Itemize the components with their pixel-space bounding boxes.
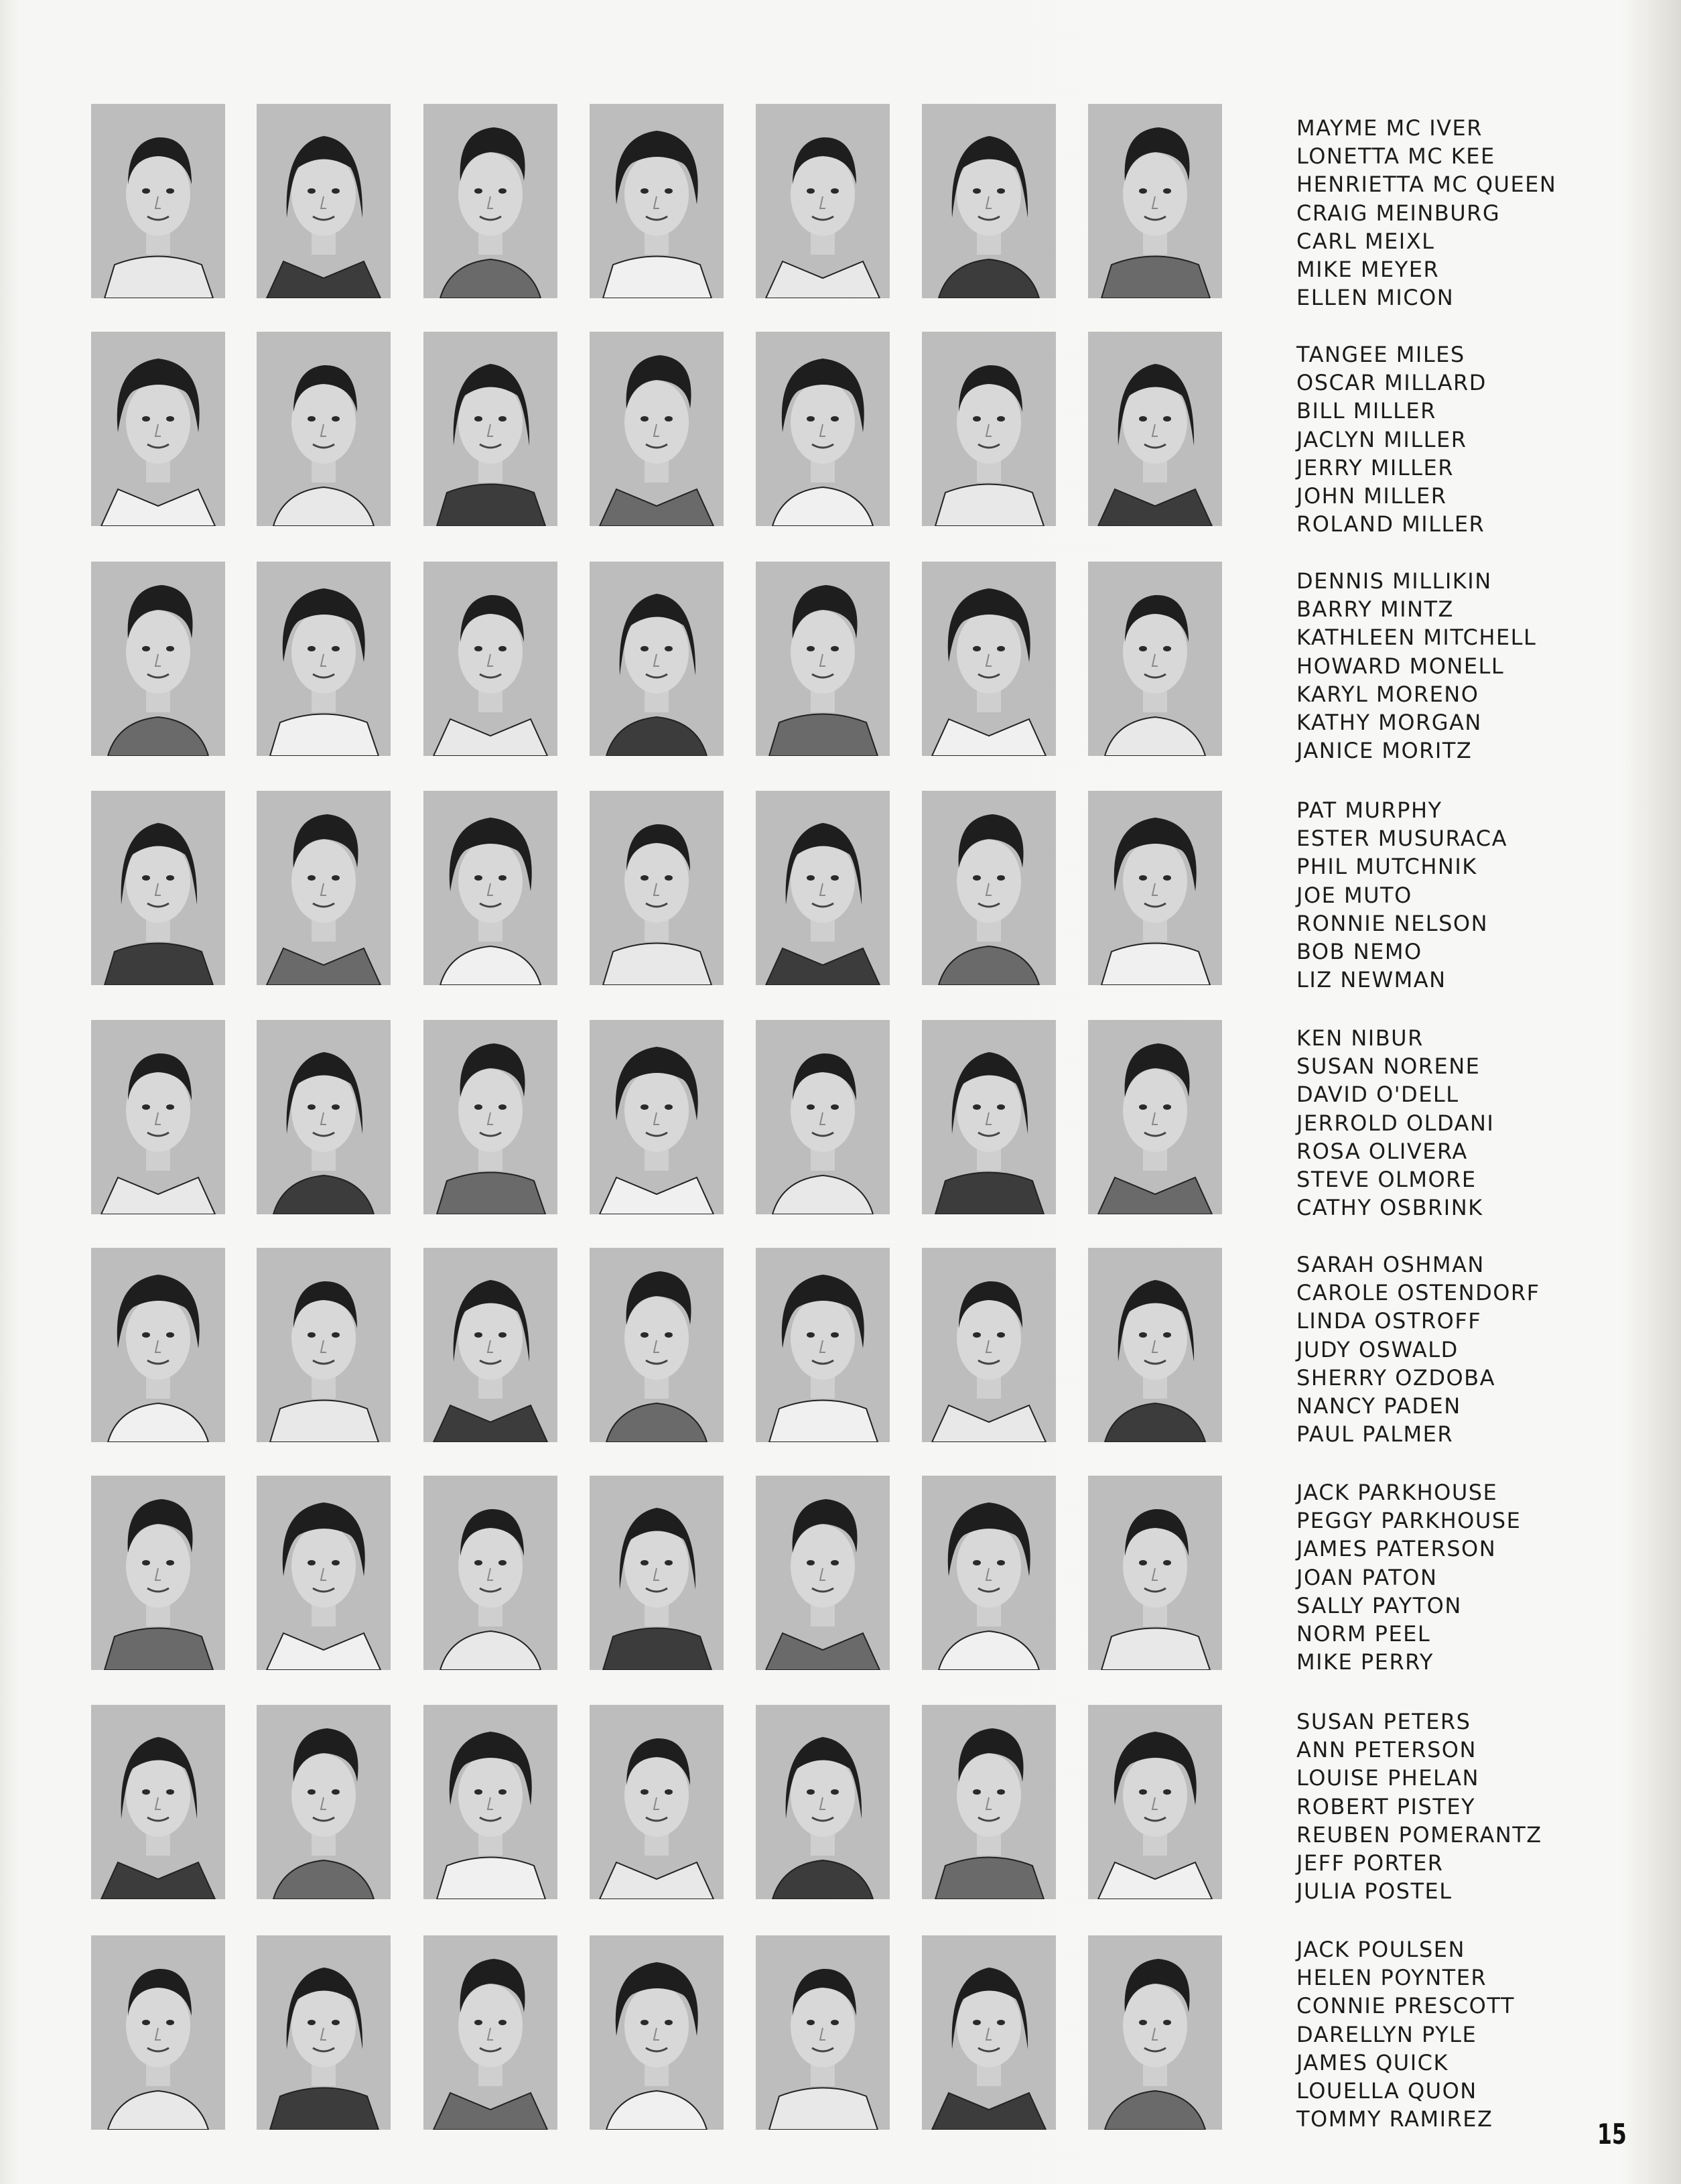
student-portrait [590, 791, 724, 985]
portrait-row [0, 562, 1681, 763]
student-portrait [590, 104, 724, 298]
student-name: JOAN PATON [1296, 1564, 1438, 1590]
student-name-list [1296, 340, 1645, 541]
student-portrait [590, 562, 724, 756]
student-name: SALLY PAYTON [1296, 1592, 1462, 1618]
student-portrait [590, 1020, 724, 1214]
student-name: JOHN MILLER [1296, 483, 1447, 509]
student-name-list [1296, 1478, 1645, 1679]
student-portrait [423, 791, 557, 985]
student-name: CONNIE PRESCOTT [1296, 1993, 1515, 2019]
student-name: HENRIETTA MC QUEEN [1296, 172, 1557, 198]
student-name: LONETTA MC KEE [1296, 143, 1495, 170]
student-portrait [756, 562, 890, 756]
student-portrait [91, 104, 225, 298]
portrait-row [0, 1476, 1681, 1677]
student-name: ESTER MUSURACA [1296, 826, 1507, 852]
student-portrait [922, 104, 1056, 298]
student-portrait [257, 1248, 391, 1442]
student-portrait [756, 791, 890, 985]
student-name: CRAIG MEINBURG [1296, 200, 1501, 226]
portrait-row [0, 104, 1681, 311]
student-portrait [423, 1476, 557, 1670]
student-name-list [1296, 1935, 1645, 2136]
student-portrait [922, 1935, 1056, 2130]
student-portrait [922, 1020, 1056, 1214]
student-portrait [922, 562, 1056, 756]
student-name: JERROLD OLDANI [1296, 1110, 1495, 1136]
page-number: 15 [1597, 2118, 1627, 2150]
student-portrait [590, 1935, 724, 2130]
student-portrait [91, 1705, 225, 1899]
student-portrait [257, 1935, 391, 2130]
student-name-list [1296, 1708, 1645, 1909]
student-portrait [756, 1935, 890, 2130]
student-portrait [1088, 332, 1222, 526]
student-name: ROLAND MILLER [1296, 511, 1485, 537]
student-name: JUDY OSWALD [1296, 1336, 1459, 1362]
student-name: STEVE OLMORE [1296, 1167, 1477, 1193]
student-name: SHERRY OZDOBA [1296, 1364, 1496, 1391]
student-name: LIZ NEWMAN [1296, 967, 1447, 993]
student-name: MAYME MC IVER [1296, 115, 1483, 141]
student-portrait [590, 332, 724, 526]
student-name: JACLYN MILLER [1296, 426, 1467, 452]
student-name: CARL MEIXL [1296, 228, 1435, 254]
student-portrait [590, 1476, 724, 1670]
student-portrait [756, 1248, 890, 1442]
student-portrait [1088, 1248, 1222, 1442]
student-name: TOMMY RAMIREZ [1296, 2106, 1493, 2132]
student-name: KATHY MORGAN [1296, 710, 1482, 736]
portrait-row [0, 791, 1681, 992]
student-name: JAMES QUICK [1296, 2049, 1449, 2075]
student-name: CAROLE OSTENDORF [1296, 1280, 1540, 1306]
student-portrait [257, 1705, 391, 1899]
student-portrait [257, 104, 391, 298]
portrait-row [0, 1020, 1681, 1221]
student-name: LINDA OSTROFF [1296, 1308, 1482, 1334]
student-portrait [922, 1705, 1056, 1899]
student-portrait [91, 1020, 225, 1214]
student-name-list [1296, 567, 1645, 768]
student-name-list [1296, 1024, 1645, 1225]
student-portrait [257, 562, 391, 756]
student-name-list [1296, 114, 1645, 315]
student-portrait [756, 104, 890, 298]
student-name-list [1296, 796, 1645, 997]
student-name: BOB NEMO [1296, 939, 1422, 965]
student-name: JULIA POSTEL [1296, 1878, 1453, 1905]
student-portrait [91, 1248, 225, 1442]
student-name: BILL MILLER [1296, 398, 1436, 424]
student-name: DARELLYN PYLE [1296, 2021, 1477, 2047]
student-name: PAUL PALMER [1296, 1421, 1454, 1448]
student-name: PHIL MUTCHNIK [1296, 854, 1477, 880]
student-portrait [91, 1935, 225, 2130]
student-name: KATHLEEN MITCHELL [1296, 625, 1537, 651]
student-name: JOE MUTO [1296, 882, 1412, 908]
student-name: TANGEE MILES [1296, 342, 1465, 367]
student-name: JACK PARKHOUSE [1296, 1480, 1498, 1505]
student-name: ROSA OLIVERA [1296, 1138, 1468, 1164]
student-name: ANN PETERSON [1296, 1737, 1477, 1763]
student-portrait [257, 332, 391, 526]
student-portrait [423, 1248, 557, 1442]
student-name: PEGGY PARKHOUSE [1296, 1508, 1522, 1534]
student-name: JAMES PATERSON [1296, 1536, 1497, 1562]
student-name: NANCY PADEN [1296, 1393, 1461, 1419]
student-portrait [756, 1020, 890, 1214]
student-portrait [756, 1476, 890, 1670]
portrait-row [0, 1248, 1681, 1449]
student-name: HOWARD MONELL [1296, 653, 1505, 679]
student-portrait [1088, 104, 1222, 298]
student-name: DAVID O'DELL [1296, 1082, 1459, 1108]
student-name: KARYL MORENO [1296, 681, 1479, 707]
student-name: SUSAN PETERS [1296, 1709, 1471, 1734]
student-portrait [1088, 562, 1222, 756]
student-name: MIKE PERRY [1296, 1649, 1434, 1675]
student-name: SARAH OSHMAN [1296, 1252, 1485, 1277]
student-name: HELEN POYNTER [1296, 1965, 1487, 1991]
student-name: ELLEN MICON [1296, 285, 1455, 311]
student-name: REUBEN POMERANTZ [1296, 1821, 1542, 1848]
student-portrait [423, 562, 557, 756]
student-portrait [922, 332, 1056, 526]
student-name: JERRY MILLER [1296, 454, 1454, 480]
portrait-row [0, 332, 1681, 537]
student-name: SUSAN NORENE [1296, 1053, 1481, 1080]
student-portrait [922, 1248, 1056, 1442]
student-portrait [590, 1248, 724, 1442]
student-name: JEFF PORTER [1296, 1850, 1444, 1876]
student-portrait [423, 104, 557, 298]
student-name: PAT MURPHY [1296, 797, 1442, 823]
student-portrait [1088, 1935, 1222, 2130]
student-portrait [91, 562, 225, 756]
student-name: ROBERT PISTEY [1296, 1793, 1476, 1819]
student-name-list [1296, 1250, 1645, 1452]
student-portrait [1088, 1476, 1222, 1670]
student-portrait [91, 332, 225, 526]
student-portrait [423, 1020, 557, 1214]
student-name: LOUISE PHELAN [1296, 1765, 1479, 1791]
student-name: CATHY OSBRINK [1296, 1195, 1483, 1221]
student-name: OSCAR MILLARD [1296, 370, 1487, 396]
portrait-row [0, 1705, 1681, 1906]
student-name: MIKE MEYER [1296, 257, 1440, 283]
student-portrait [756, 332, 890, 526]
student-name: JACK POULSEN [1296, 1937, 1465, 1962]
student-portrait [1088, 791, 1222, 985]
student-portrait [1088, 1705, 1222, 1899]
student-portrait [922, 1476, 1056, 1670]
student-portrait [1088, 1020, 1222, 1214]
student-portrait [423, 1935, 557, 2130]
student-portrait [590, 1705, 724, 1899]
student-name: LOUELLA QUON [1296, 2078, 1477, 2104]
student-portrait [257, 791, 391, 985]
student-portrait [423, 1705, 557, 1899]
student-name: KEN NIBUR [1296, 1025, 1424, 1051]
student-name: BARRY MINTZ [1296, 596, 1454, 623]
student-name: NORM PEEL [1296, 1621, 1431, 1647]
student-portrait [257, 1476, 391, 1670]
portrait-row [0, 1935, 1681, 2136]
student-portrait [756, 1705, 890, 1899]
student-portrait [91, 791, 225, 985]
student-name: RONNIE NELSON [1296, 910, 1489, 936]
student-name: JANICE MORITZ [1296, 738, 1473, 764]
student-portrait [257, 1020, 391, 1214]
student-portrait [423, 332, 557, 526]
student-portrait [91, 1476, 225, 1670]
student-portrait [922, 791, 1056, 985]
student-name: DENNIS MILLIKIN [1296, 568, 1492, 594]
